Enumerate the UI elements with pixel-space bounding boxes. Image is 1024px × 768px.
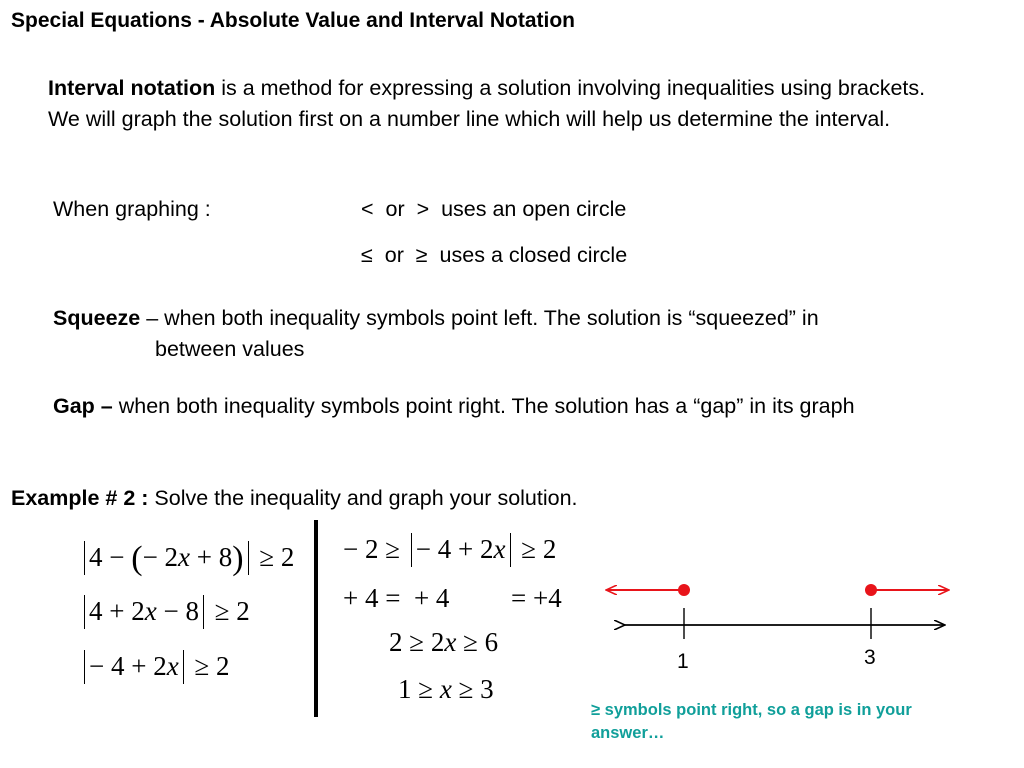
abs-bar-open	[411, 533, 412, 567]
squeeze-line1: – when both inequality symbols point left. The solution is “squeezed” in	[140, 306, 819, 330]
closed-point-3	[865, 584, 877, 596]
example-heading	[11, 486, 578, 511]
abs-bar-open	[84, 650, 85, 684]
work-left-line3: − 4 + 2x ≥ 2	[80, 651, 230, 686]
graphing-label: When graphing :	[53, 197, 211, 221]
gap-note: ≥ symbols point right, so a gap is in your answer…	[591, 701, 912, 742]
abs-bar-open	[84, 595, 85, 629]
abs-bar-close	[248, 541, 249, 575]
abs-bar-close	[510, 533, 511, 567]
gap-text: when both inequality symbols point right. The solution has a “gap” in its graph	[112, 394, 855, 418]
squeeze-term: Squeeze	[53, 306, 141, 330]
work-right-line1: − 2 ≥ − 4 + 2x ≥ 2	[343, 534, 556, 569]
work-left-line2: 4 + 2x − 8 ≥ 2	[80, 596, 250, 631]
intro-text: is a method for expressing a solution involving inequalities using brackets. We will graph the solution first on a number line which will help us determine the interval.	[48, 76, 926, 131]
paren-close: )	[232, 540, 244, 577]
work-right-line2: + 4 = + 4	[343, 583, 450, 613]
intro-term: Interval notation	[48, 76, 216, 100]
tick-label-1: 1	[677, 650, 689, 673]
work-right-line4: 1 ≥ x ≥ 3	[398, 674, 494, 704]
closed-point-1	[678, 584, 690, 596]
abs-bar-close	[203, 595, 204, 629]
number-line-graph	[600, 575, 960, 645]
gap-term: Gap –	[53, 394, 113, 418]
paren-open: (	[131, 540, 143, 577]
page-title: Special Equations - Absolute Value and Interval Notation	[11, 9, 575, 32]
gap-definition	[53, 391, 953, 422]
work-left-line1: 4 − (− 2x + 8) ≥ 2	[80, 542, 294, 577]
squeeze-line2: between values	[155, 336, 305, 361]
example-label: Example # 2 :	[11, 486, 149, 510]
intro-paragraph	[48, 73, 958, 134]
abs-bar-close	[183, 650, 184, 684]
abs-bar-open	[84, 541, 85, 575]
open-circle-rule: < or > uses an open circle	[361, 197, 627, 221]
example-text: Solve the inequality and graph your solution.	[148, 486, 578, 510]
closed-circle-rule: ≤ or ≥ uses a closed circle	[361, 243, 628, 267]
tick-label-3: 3	[864, 646, 876, 669]
work-right-line3: 2 ≥ 2x ≥ 6	[389, 627, 499, 657]
work-right-line2-result: = +4	[511, 583, 562, 613]
column-divider	[314, 520, 318, 717]
squeeze-definition	[53, 303, 819, 364]
